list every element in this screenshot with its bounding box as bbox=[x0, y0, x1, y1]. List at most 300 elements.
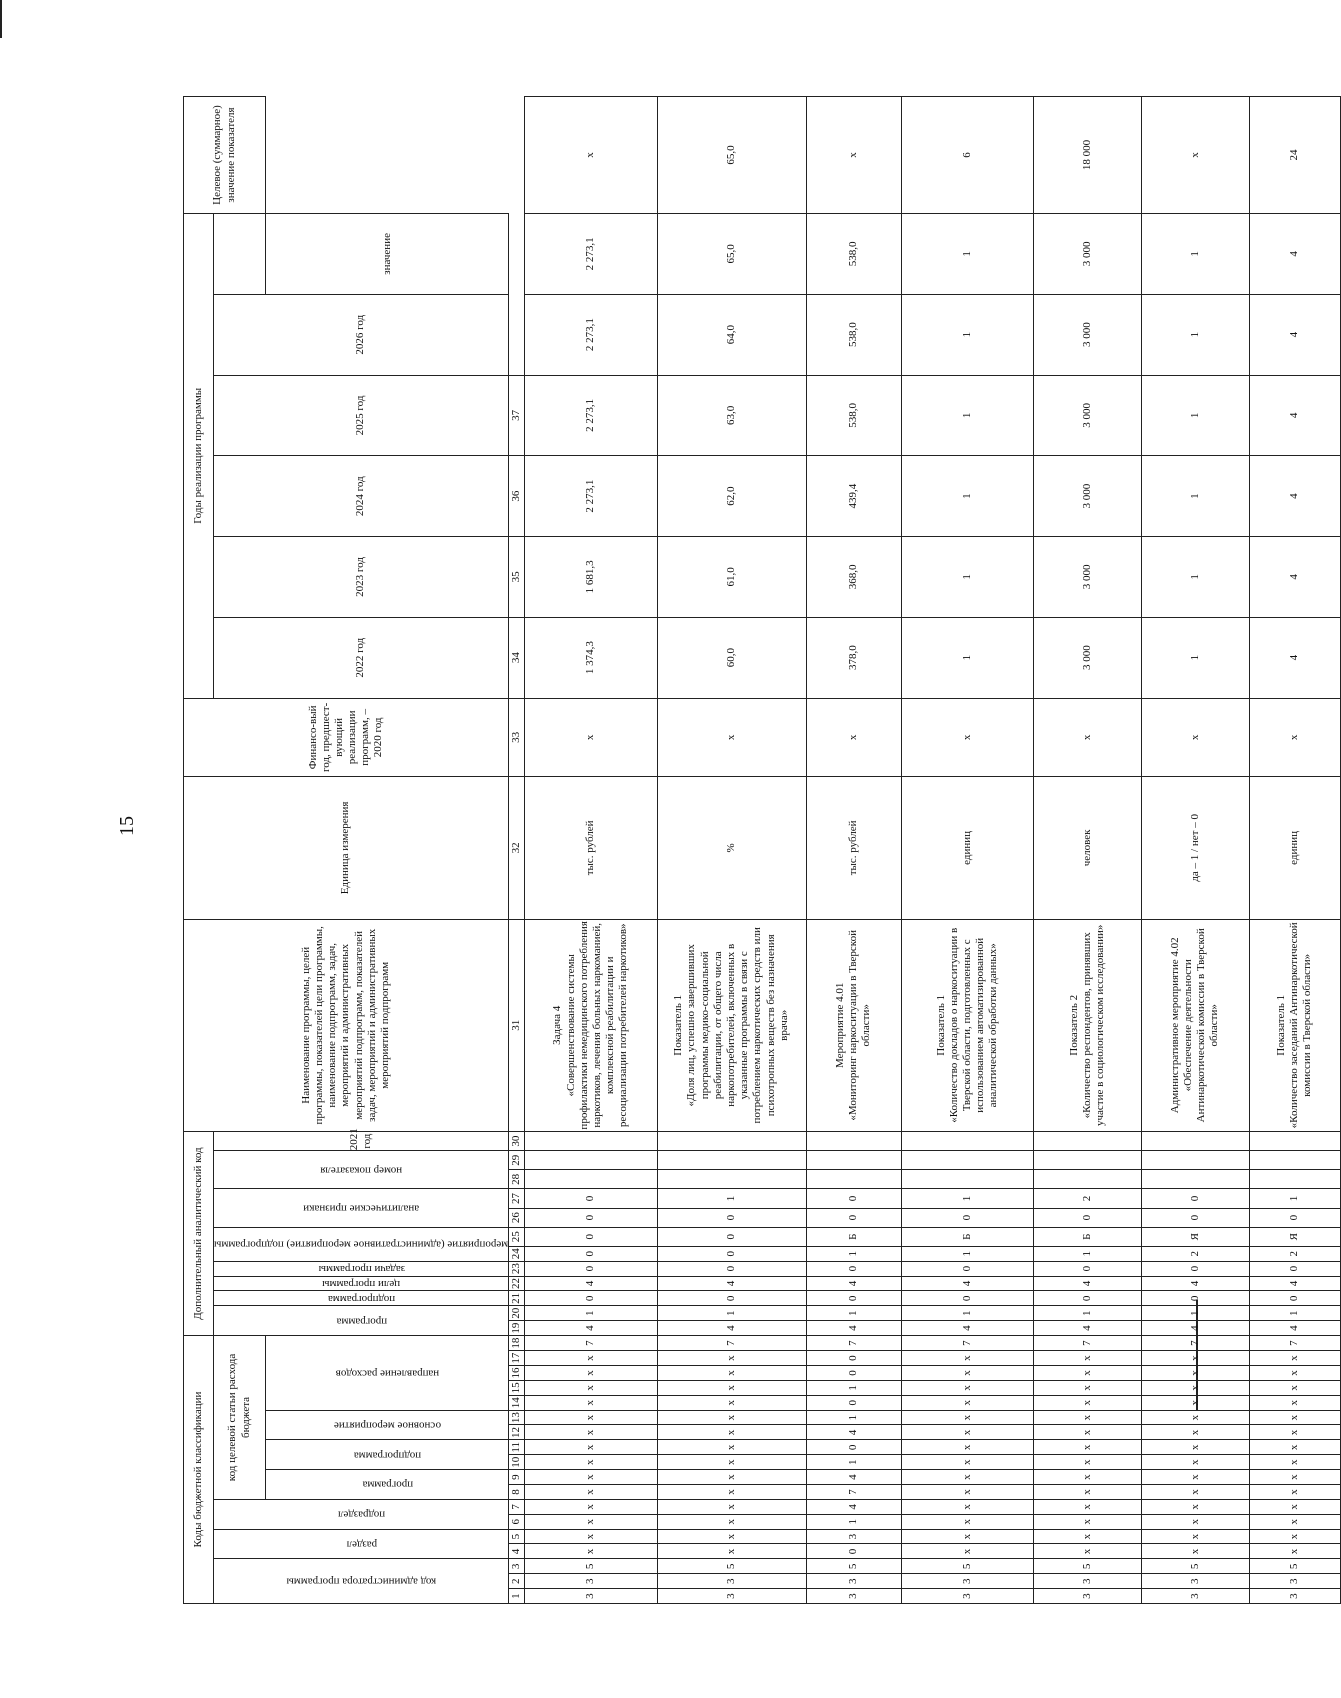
code-cell: х bbox=[1034, 1485, 1142, 1500]
header-budget-codes: Коды бюджетной классификации bbox=[184, 1336, 214, 1604]
code-cell: 7 bbox=[1034, 1336, 1142, 1351]
code-cell: х bbox=[901, 1380, 1033, 1395]
code-cell: 0 bbox=[806, 1351, 901, 1366]
code-cell: 3 bbox=[657, 1589, 806, 1604]
fin-year-cell: х bbox=[1034, 698, 1142, 777]
code-cell-empty bbox=[525, 1170, 657, 1189]
year-value-cell: 2 273,1 bbox=[525, 294, 657, 375]
header-fin-year: Финансо-вый год, предшест-вующий реализации программ, – 2020 год bbox=[184, 698, 509, 777]
row-name: Мероприятие 4.01 «Мониторинг наркоситуации в Тверской области» bbox=[806, 919, 901, 1132]
target-value-cell: 18 000 bbox=[1034, 97, 1142, 214]
code-cell: х bbox=[1141, 1514, 1249, 1529]
code-cell-empty bbox=[806, 1132, 901, 1151]
fin-year-cell: х bbox=[1249, 698, 1340, 777]
code-cell: х bbox=[901, 1351, 1033, 1366]
code-cell: х bbox=[525, 1544, 657, 1559]
header-analytic-event: мероприятие (административное мероприятие) подпрограммы bbox=[214, 1227, 509, 1261]
code-cell: х bbox=[1249, 1529, 1340, 1544]
code-cell: 1 bbox=[1034, 1246, 1142, 1261]
unit-cell: да – 1 / нет – 0 bbox=[1141, 777, 1249, 919]
year-value-cell: 1 bbox=[901, 294, 1033, 375]
row-name: Показатель 1 «Количество заседаний Антинаркотической комиссии в Тверской области» bbox=[1249, 919, 1340, 1132]
code-cell: х bbox=[1249, 1499, 1340, 1514]
year-value-cell: 538,0 bbox=[806, 214, 901, 295]
code-cell: х bbox=[1034, 1470, 1142, 1485]
year-value-cell: 1 bbox=[901, 214, 1033, 295]
code-cell: 5 bbox=[525, 1559, 657, 1574]
table-row bbox=[806, 97, 901, 1604]
code-cell: х bbox=[525, 1514, 657, 1529]
year-value-cell: 60,0 bbox=[657, 617, 806, 698]
column-number: 28 bbox=[509, 1170, 525, 1189]
code-cell: х bbox=[1034, 1366, 1142, 1381]
code-cell: 0 bbox=[901, 1261, 1033, 1276]
code-cell: 0 bbox=[525, 1208, 657, 1227]
program-table bbox=[183, 96, 1341, 1604]
header-target-value: значение bbox=[266, 214, 509, 295]
column-number: 15 bbox=[509, 1380, 525, 1395]
code-cell: 1 bbox=[806, 1246, 901, 1261]
header-year-2025: 2025 год bbox=[214, 375, 509, 456]
table-row bbox=[901, 97, 1033, 1604]
code-cell-empty bbox=[901, 1151, 1033, 1170]
code-cell: х bbox=[525, 1380, 657, 1395]
column-number: 14 bbox=[509, 1395, 525, 1410]
fin-year-cell: х bbox=[806, 698, 901, 777]
year-value-cell: 1 bbox=[1141, 617, 1249, 698]
code-cell: 4 bbox=[901, 1321, 1033, 1336]
code-cell: х bbox=[1034, 1425, 1142, 1440]
table-row bbox=[657, 97, 806, 1604]
code-cell: х bbox=[657, 1544, 806, 1559]
code-cell: 0 bbox=[1141, 1261, 1249, 1276]
code-cell: 0 bbox=[657, 1208, 806, 1227]
code-cell-empty bbox=[901, 1132, 1033, 1151]
code-cell: х bbox=[901, 1544, 1033, 1559]
code-cell: 2 bbox=[1249, 1246, 1340, 1261]
year-value-cell: 378,0 bbox=[806, 617, 901, 698]
year-value-cell: 1 374,3 bbox=[525, 617, 657, 698]
code-cell: х bbox=[657, 1529, 806, 1544]
column-number: 29 bbox=[509, 1151, 525, 1170]
year-value-cell: 3 000 bbox=[1034, 456, 1142, 537]
column-number: 31 bbox=[509, 919, 525, 1132]
column-number: 2 bbox=[509, 1574, 525, 1589]
code-cell: х bbox=[1249, 1425, 1340, 1440]
code-cell: х bbox=[1034, 1544, 1142, 1559]
header-analytic-sign: аналитические признаки bbox=[214, 1189, 509, 1227]
year-value-cell: 1 bbox=[1141, 537, 1249, 618]
rotated-table-container bbox=[183, 96, 1314, 1604]
header-target-article: код целевой статьи расхода бюджета bbox=[214, 1336, 266, 1500]
code-cell: 0 bbox=[657, 1227, 806, 1246]
code-cell: 4 bbox=[806, 1499, 901, 1514]
code-cell: 0 bbox=[525, 1227, 657, 1246]
code-cell-empty bbox=[1141, 1132, 1249, 1151]
code-cell: х bbox=[657, 1380, 806, 1395]
code-cell-empty bbox=[1249, 1132, 1340, 1151]
code-cell: х bbox=[525, 1440, 657, 1455]
code-cell: 1 bbox=[806, 1455, 901, 1470]
code-cell: х bbox=[657, 1425, 806, 1440]
code-cell-empty bbox=[1034, 1170, 1142, 1189]
column-number: 27 bbox=[509, 1189, 525, 1208]
year-value-cell: 3 000 bbox=[1034, 214, 1142, 295]
column-number: 8 bbox=[509, 1485, 525, 1500]
code-cell: х bbox=[901, 1514, 1033, 1529]
header-analytic-goal: цели программы bbox=[214, 1276, 509, 1291]
code-cell: 3 bbox=[1034, 1589, 1142, 1604]
year-value-cell: 538,0 bbox=[806, 294, 901, 375]
header-razdel: раздел bbox=[214, 1529, 509, 1559]
table-row bbox=[1141, 97, 1249, 1604]
code-cell-empty bbox=[806, 1170, 901, 1189]
code-cell: 4 bbox=[806, 1425, 901, 1440]
code-cell: х bbox=[1141, 1485, 1249, 1500]
code-cell: х bbox=[1034, 1410, 1142, 1425]
year-value-cell: 2 273,1 bbox=[525, 456, 657, 537]
code-cell: х bbox=[901, 1455, 1033, 1470]
code-cell: 2 bbox=[1034, 1189, 1142, 1208]
code-cell: х bbox=[1249, 1440, 1340, 1455]
row-name: Административное мероприятие 4.02 «Обеспечение деятельности Антинаркотической комиссии в Тверской области» bbox=[1141, 919, 1249, 1132]
code-cell: х bbox=[1249, 1470, 1340, 1485]
row-name: Задача 4 «Совершенствование системы профилактики немедицинского потребления наркотиков, лечения больных наркоманией, комплексной реабилитации и ресоциализации потребителей наркотиков» bbox=[525, 919, 657, 1132]
code-cell: 2 bbox=[1141, 1246, 1249, 1261]
code-cell: х bbox=[1141, 1366, 1249, 1381]
code-cell: 3 bbox=[1141, 1589, 1249, 1604]
code-cell: 4 bbox=[1141, 1276, 1249, 1291]
code-cell: 7 bbox=[525, 1336, 657, 1351]
column-number: 37 bbox=[509, 375, 525, 456]
column-number: 3 bbox=[509, 1559, 525, 1574]
code-cell: х bbox=[525, 1410, 657, 1425]
target-value-cell: 24 bbox=[1249, 97, 1340, 214]
code-cell: 0 bbox=[806, 1189, 901, 1208]
target-value-cell: х bbox=[525, 97, 657, 214]
code-cell: 1 bbox=[657, 1189, 806, 1208]
header-unit: Единица измерения bbox=[184, 777, 509, 919]
column-number: 32 bbox=[509, 777, 525, 919]
header-analytic-programma: программа bbox=[214, 1306, 509, 1336]
code-cell: х bbox=[1141, 1499, 1249, 1514]
header-year-2026: 2026 год bbox=[214, 294, 509, 375]
code-cell: 1 bbox=[806, 1514, 901, 1529]
code-cell: 1 bbox=[901, 1306, 1033, 1321]
code-cell: 4 bbox=[525, 1321, 657, 1336]
code-cell: 1 bbox=[1034, 1306, 1142, 1321]
year-value-cell: 1 bbox=[901, 537, 1033, 618]
code-cell: 7 bbox=[806, 1336, 901, 1351]
code-cell: 0 bbox=[1034, 1208, 1142, 1227]
code-cell: х bbox=[901, 1425, 1033, 1440]
code-cell: х bbox=[657, 1470, 806, 1485]
code-cell-empty bbox=[1249, 1151, 1340, 1170]
year-value-cell: 1 bbox=[1141, 456, 1249, 537]
row-name: Показатель 1 «Количество докладов о наркоситуации в Тверской области, подготовленных с использованием автоматизированной аналитической обработки данных» bbox=[901, 919, 1033, 1132]
column-number: 20 bbox=[509, 1306, 525, 1321]
code-cell: 0 bbox=[1141, 1291, 1249, 1306]
year-value-cell: 1 681,3 bbox=[525, 537, 657, 618]
code-cell: х bbox=[657, 1366, 806, 1381]
code-cell: 7 bbox=[1249, 1336, 1340, 1351]
year-value-cell: 64,0 bbox=[657, 294, 806, 375]
code-cell: 1 bbox=[901, 1189, 1033, 1208]
code-cell: 5 bbox=[1249, 1559, 1340, 1574]
column-number: 33 bbox=[509, 698, 525, 777]
code-cell: х bbox=[525, 1425, 657, 1440]
code-cell: Я bbox=[1249, 1227, 1340, 1246]
column-number: 24 bbox=[509, 1246, 525, 1261]
header-podprogramma: подпрограмма bbox=[266, 1440, 509, 1470]
code-cell: х bbox=[1141, 1380, 1249, 1395]
code-cell: х bbox=[1034, 1440, 1142, 1455]
code-cell: 1 bbox=[1249, 1189, 1340, 1208]
code-cell: 4 bbox=[525, 1276, 657, 1291]
code-cell: 0 bbox=[525, 1261, 657, 1276]
year-value-cell: 4 bbox=[1249, 537, 1340, 618]
code-cell: 3 bbox=[1034, 1574, 1142, 1589]
unit-cell: % bbox=[657, 777, 806, 919]
header-main-event: основное мероприятие bbox=[266, 1410, 509, 1440]
code-cell: 0 bbox=[806, 1440, 901, 1455]
code-cell: х bbox=[1249, 1395, 1340, 1410]
column-number: 6 bbox=[509, 1514, 525, 1529]
column-number: 17 bbox=[509, 1351, 525, 1366]
code-cell: 0 bbox=[1141, 1208, 1249, 1227]
code-cell: 5 bbox=[901, 1559, 1033, 1574]
code-cell: х bbox=[525, 1351, 657, 1366]
header-expense-direction: направление расходов bbox=[266, 1336, 509, 1411]
code-cell: х bbox=[1249, 1544, 1340, 1559]
code-cell: 3 bbox=[525, 1574, 657, 1589]
year-value-cell: 3 000 bbox=[1034, 537, 1142, 618]
code-cell: х bbox=[901, 1485, 1033, 1500]
code-cell: 4 bbox=[806, 1321, 901, 1336]
code-cell: 1 bbox=[806, 1306, 901, 1321]
year-value-cell: 4 bbox=[1249, 456, 1340, 537]
fin-year-cell: х bbox=[1141, 698, 1249, 777]
code-cell: 0 bbox=[1249, 1291, 1340, 1306]
code-cell: х bbox=[1141, 1410, 1249, 1425]
code-cell: х bbox=[901, 1470, 1033, 1485]
code-cell: 0 bbox=[806, 1291, 901, 1306]
column-number: 22 bbox=[509, 1276, 525, 1291]
header-programma: программа bbox=[266, 1470, 509, 1500]
code-cell: х bbox=[1141, 1529, 1249, 1544]
header-target-group: Целевое (суммарное) значение показателя bbox=[184, 97, 266, 214]
code-cell: 5 bbox=[806, 1559, 901, 1574]
code-cell: х bbox=[1249, 1485, 1340, 1500]
column-number: 21 bbox=[509, 1291, 525, 1306]
column-number: 13 bbox=[509, 1410, 525, 1425]
code-cell: 1 bbox=[806, 1380, 901, 1395]
code-cell: 1 bbox=[1141, 1306, 1249, 1321]
code-cell: 0 bbox=[901, 1208, 1033, 1227]
code-cell: х bbox=[1034, 1499, 1142, 1514]
code-cell: х bbox=[901, 1410, 1033, 1425]
column-number: 16 bbox=[509, 1366, 525, 1381]
year-value-cell: 1 bbox=[901, 617, 1033, 698]
year-value-cell: 63,0 bbox=[657, 375, 806, 456]
column-number: 7 bbox=[509, 1499, 525, 1514]
column-number: 1 bbox=[509, 1589, 525, 1604]
year-value-cell: 4 bbox=[1249, 375, 1340, 456]
code-cell: 3 bbox=[901, 1574, 1033, 1589]
code-cell: х bbox=[1249, 1514, 1340, 1529]
year-value-cell: 1 bbox=[1141, 294, 1249, 375]
code-cell: 0 bbox=[806, 1544, 901, 1559]
column-number: 30 bbox=[509, 1132, 525, 1151]
code-cell: Б bbox=[1034, 1227, 1142, 1246]
code-cell: 3 bbox=[806, 1574, 901, 1589]
year-value-cell: 1 bbox=[1141, 214, 1249, 295]
code-cell: х bbox=[1141, 1351, 1249, 1366]
unit-cell: единиц bbox=[901, 777, 1033, 919]
code-cell: 4 bbox=[1034, 1276, 1142, 1291]
code-cell: 7 bbox=[1141, 1336, 1249, 1351]
year-value-cell: 3 000 bbox=[1034, 375, 1142, 456]
code-cell: х bbox=[901, 1440, 1033, 1455]
code-cell: 4 bbox=[806, 1470, 901, 1485]
column-number: 23 bbox=[509, 1261, 525, 1276]
column-number: 34 bbox=[509, 617, 525, 698]
year-value-cell: 1 bbox=[901, 375, 1033, 456]
code-cell-empty bbox=[1034, 1151, 1142, 1170]
code-cell-empty bbox=[1249, 1170, 1340, 1189]
code-cell: х bbox=[525, 1529, 657, 1544]
code-cell: х bbox=[1034, 1529, 1142, 1544]
code-cell: 3 bbox=[525, 1589, 657, 1604]
code-cell: х bbox=[1034, 1380, 1142, 1395]
code-cell: х bbox=[525, 1455, 657, 1470]
code-cell: 3 bbox=[1141, 1574, 1249, 1589]
header-year-2024: 2024 год bbox=[214, 456, 509, 537]
year-value-cell: 4 bbox=[1249, 617, 1340, 698]
code-cell: х bbox=[525, 1499, 657, 1514]
code-cell: 0 bbox=[1141, 1189, 1249, 1208]
table-row bbox=[1034, 97, 1142, 1604]
code-cell: х bbox=[525, 1470, 657, 1485]
code-cell: 4 bbox=[1249, 1321, 1340, 1336]
header-analytic-code: Дополнительный аналитический код bbox=[184, 1132, 214, 1336]
code-cell-empty bbox=[657, 1151, 806, 1170]
year-value-cell: 65,0 bbox=[657, 214, 806, 295]
code-cell: 4 bbox=[1249, 1276, 1340, 1291]
code-cell: 0 bbox=[806, 1395, 901, 1410]
year-value-cell: 2 273,1 bbox=[525, 214, 657, 295]
code-cell: 5 bbox=[1141, 1559, 1249, 1574]
year-value-cell: 4 bbox=[1249, 214, 1340, 295]
header-analytic-indicator: номер показателя bbox=[214, 1151, 509, 1189]
code-cell: х bbox=[901, 1395, 1033, 1410]
header-analytic-task: задачи программы bbox=[214, 1261, 509, 1276]
code-cell: 0 bbox=[525, 1189, 657, 1208]
column-number: 9 bbox=[509, 1470, 525, 1485]
page-number: 15 bbox=[116, 816, 138, 836]
code-cell: 0 bbox=[806, 1208, 901, 1227]
code-cell: 5 bbox=[657, 1559, 806, 1574]
target-value-cell: 6 bbox=[901, 97, 1033, 214]
column-number: 4 bbox=[509, 1544, 525, 1559]
row-name: Показатель 2 «Количество респондентов, принявших участие в социологическом исследовании» bbox=[1034, 919, 1142, 1132]
code-cell: х bbox=[525, 1395, 657, 1410]
column-number: 36 bbox=[509, 456, 525, 537]
table-row bbox=[525, 97, 657, 1604]
code-cell: х bbox=[1141, 1544, 1249, 1559]
code-cell: 4 bbox=[901, 1276, 1033, 1291]
header-podrazdel: подраздел bbox=[214, 1499, 509, 1529]
code-cell: 3 bbox=[901, 1589, 1033, 1604]
column-number: 5 bbox=[509, 1529, 525, 1544]
code-cell: х bbox=[1141, 1440, 1249, 1455]
code-cell: 7 bbox=[657, 1336, 806, 1351]
code-cell: 0 bbox=[1034, 1261, 1142, 1276]
header-name: Наименование программы, целей программы, показателей цели программы, наименование подпрограмм, задач, мероприятий и административных мероприятий подпрограмм, показателей задач, мероприятий и административных мероприятий подпрограмм bbox=[184, 919, 509, 1132]
header-year-2021: 2021 год bbox=[214, 1132, 509, 1151]
target-value-cell: х bbox=[1141, 97, 1249, 214]
code-cell: 1 bbox=[806, 1410, 901, 1425]
code-cell-empty bbox=[525, 1132, 657, 1151]
year-value-cell: 62,0 bbox=[657, 456, 806, 537]
code-cell: х bbox=[657, 1499, 806, 1514]
code-cell: 7 bbox=[806, 1485, 901, 1500]
code-cell: х bbox=[1034, 1514, 1142, 1529]
column-number: 25 bbox=[509, 1227, 525, 1246]
code-cell: х bbox=[1249, 1366, 1340, 1381]
code-cell: х bbox=[901, 1529, 1033, 1544]
code-cell-empty bbox=[657, 1170, 806, 1189]
code-cell: 0 bbox=[806, 1261, 901, 1276]
year-value-cell: 3 000 bbox=[1034, 294, 1142, 375]
code-cell: х bbox=[901, 1499, 1033, 1514]
code-cell: 4 bbox=[1141, 1321, 1249, 1336]
table-row bbox=[1249, 97, 1340, 1604]
code-cell-empty bbox=[1034, 1132, 1142, 1151]
code-cell: 3 bbox=[806, 1529, 901, 1544]
code-cell: 0 bbox=[525, 1291, 657, 1306]
code-cell: х bbox=[1249, 1380, 1340, 1395]
code-cell: х bbox=[1141, 1425, 1249, 1440]
code-cell: 4 bbox=[806, 1276, 901, 1291]
target-value-cell: х bbox=[806, 97, 901, 214]
code-cell: х bbox=[657, 1455, 806, 1470]
code-cell: х bbox=[657, 1485, 806, 1500]
code-cell: х bbox=[657, 1410, 806, 1425]
code-cell: х bbox=[657, 1514, 806, 1529]
code-cell: Б bbox=[806, 1227, 901, 1246]
code-cell: х bbox=[1034, 1395, 1142, 1410]
code-cell-empty bbox=[525, 1151, 657, 1170]
unit-cell: единиц bbox=[1249, 777, 1340, 919]
code-cell: 0 bbox=[1249, 1261, 1340, 1276]
year-value-cell: 1 bbox=[1141, 375, 1249, 456]
code-cell: х bbox=[1249, 1455, 1340, 1470]
code-cell: 3 bbox=[1249, 1574, 1340, 1589]
code-cell: х bbox=[1249, 1351, 1340, 1366]
code-cell: 4 bbox=[1034, 1321, 1142, 1336]
header-year-2022: 2022 год bbox=[214, 617, 509, 698]
fin-year-cell: х bbox=[525, 698, 657, 777]
column-number: 10 bbox=[509, 1455, 525, 1470]
unit-cell: человек bbox=[1034, 777, 1142, 919]
table-body bbox=[525, 97, 1340, 1604]
code-cell-empty bbox=[901, 1170, 1033, 1189]
code-cell: х bbox=[1141, 1455, 1249, 1470]
scan-edge-mark-top bbox=[0, 0, 2, 38]
fin-year-cell: х bbox=[901, 698, 1033, 777]
code-cell: х bbox=[1249, 1410, 1340, 1425]
